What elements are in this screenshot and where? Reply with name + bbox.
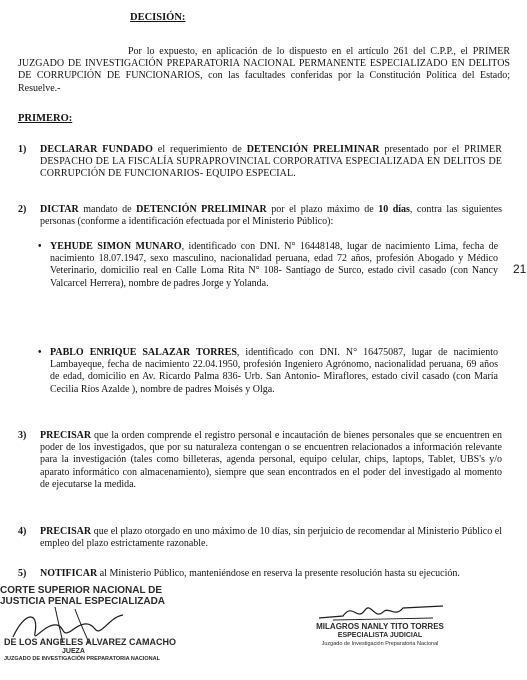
bullet: • — [38, 241, 42, 252]
item-number: 5) — [18, 568, 27, 579]
resolution-item-3: 3) PRECISAR que la orden comprende el registro personal e incautación de bienes personales que se encuentren en poder de los investigados, que por su naturaleza contengan o se encuentren relacionados a información relevante para la investigación (tales como billeteras, agenda personal, equipo celular, chips, laptops, Tablet, UBS's y/o aparato informático con almacenamiento), siempre que sean encontrados en el poder del investigado al momento de ejecutarse la medida. — [18, 430, 502, 490]
item-number: 1) — [18, 144, 27, 155]
margin-page-number: 21 — [513, 262, 527, 276]
person-entry-2: • PABLO ENRIQUE SALAZAR TORRES, identificado con DNI. N° 16475087, lugar de nacimiento Lambayeque, fecha de nacimiento 22.04.1950, profesión Ingeniero Agrónomo, nacionalidad peruana, 69 años de edad, domicilio en Av. Ricardo Palma 836- Urb. San Antonio- Miraflores, estado civil casado (con María Cecilia Ríos Azalde ), nombre de padres Moisés y Olga. — [38, 347, 498, 395]
resolution-item-5: 5) NOTIFICAR al Ministerio Público, manteniéndose en reserva la presente resolución hasta su ejecución. — [18, 568, 460, 579]
clerk-court: Juzgado de Investigación Preparatoria Nacional — [321, 641, 439, 647]
person-entry-1: • YEHUDE SIMON MUNARO, identificado con DNI. N° 16448148, lugar de nacimiento Lima, fecha de nacimiento 18.07.1947, sexo masculino, nacionalidad peruana, edad 72 años, profesión Abogado y Médico Veterinario, domicilio real en Calle Loma Rita N° 108- Santiago de Surco, estado civil casado (con Nancy Valcarcel Herrera), nombre de padres Jorge y Yolanda. — [38, 241, 499, 289]
intro-paragraph: Por lo expuesto, en aplicación de lo dispuesto en el artículo 261 del C.P.P., el PRIMER JUZGADO DE INVESTIGACIÓN PREPARATORIA NACIONAL PERMANENTE ESPECIALIZADO EN DELITOS DE CORRUPCIÓN DE FUNCIONARIOS, con las facultades conferidas por la Constitución Política del Estado; Resuelve.- — [18, 46, 510, 94]
resolution-item-4: 4) PRECISAR que el plazo otorgado en uno máximo de 10 días, sin perjuicio de recomendar al Ministerio Público el empleo del plazo estrictamente razonable. — [18, 526, 502, 550]
item-number: 4) — [18, 526, 27, 537]
decision-title: DECISIÓN: — [130, 12, 186, 23]
resolution-item-1: 1) DECLARAR FUNDADO el requerimiento de DETENCIÓN PRELIMINAR presentado por el PRIMER DESPACHO DE LA FISCALÍA SUPRAPROVINCIAL CORPORATIVA ESPECIALIZADA EN DELITOS DE CORRUPCIÓN DE FUNCIONARIOS- EQUIPO ESPECIAL. — [18, 144, 503, 180]
clerk-name: MILAGROS NANLY TITO TORRES — [316, 622, 444, 631]
resolution-item-2: 2) DICTAR mandato de DETENCIÓN PRELIMINAR por el plazo máximo de 10 días, contra las siguientes personas (conforme a identificación efectuada por el Ministerio Público): — [18, 204, 503, 228]
clerk-role: ESPECIALISTA JUDICIAL — [337, 632, 423, 639]
judge-court: JUZGADO DE INVESTIGACIÓN PREPARATORIA NACIONAL — [4, 656, 160, 662]
primero-title: PRIMERO: — [18, 113, 73, 124]
bullet: • — [38, 347, 42, 358]
court-stamp-line-2: JUSTICIA PENAL ESPECIALIZADA — [0, 596, 166, 607]
judge-role: JUEZA — [62, 648, 85, 655]
item-number: 3) — [18, 430, 27, 441]
judge-name: DE LOS ANGELES ALVAREZ CAMACHO — [4, 637, 177, 647]
court-stamp-line-1: CORTE SUPERIOR NACIONAL DE — [0, 585, 163, 596]
item-number: 2) — [18, 204, 27, 215]
